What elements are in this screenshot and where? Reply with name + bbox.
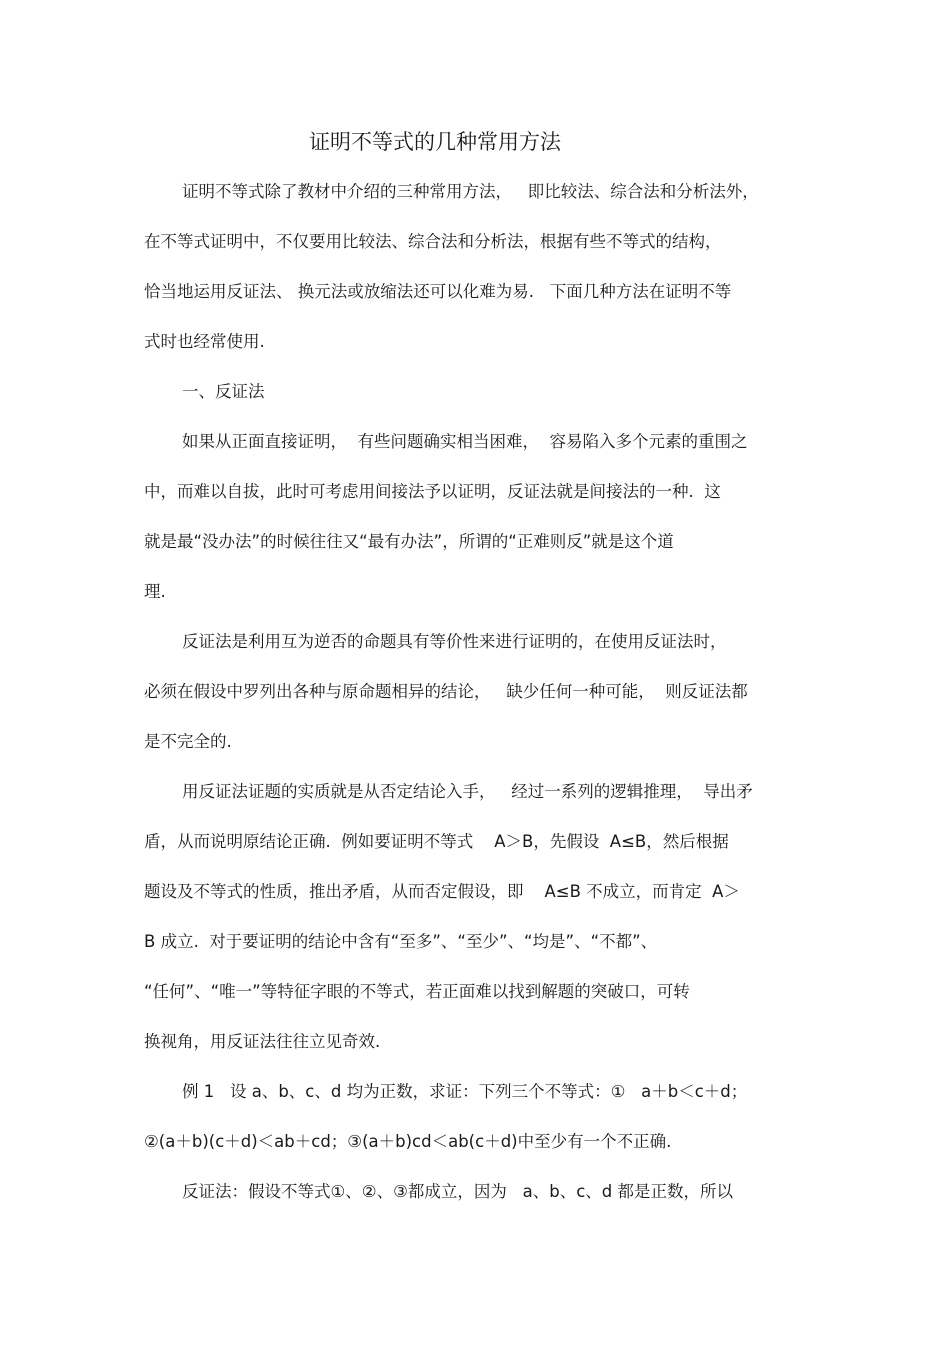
paragraph-line: 反证法是利用互为逆否的命题具有等价性来进行证明的，在使用反证法时， bbox=[182, 632, 727, 651]
paragraph-line: B 成立. 对于要证明的结论中含有“至多”、“至少”、“均是”、“不都”、 bbox=[144, 932, 658, 951]
paragraph-line: 反证法：假设不等式①、②、③都成立，因为 a、b、c、d 都是正数，所以 bbox=[182, 1182, 733, 1201]
paragraph-line: 如果从正面直接证明， 有些问题确实相当困难， 容易陷入多个元素的重围之 bbox=[182, 432, 748, 451]
paragraph-line: 证明不等式除了教材中介绍的三种常用方法， 即比较法、综合法和分析法外， bbox=[182, 182, 759, 201]
paragraph-line: 恰当地运用反证法、 换元法或放缩法还可以化难为易. 下面几种方法在证明不等 bbox=[144, 282, 732, 301]
paragraph-line: 中，而难以自拔，此时可考虑用间接法予以证明，反证法就是间接法的一种. 这 bbox=[144, 482, 721, 501]
section-heading: 一、反证法 bbox=[182, 382, 265, 401]
paragraph-line: 换视角，用反证法往往立见奇效. bbox=[144, 1032, 381, 1051]
paragraph-line: 式时也经常使用. bbox=[144, 332, 265, 351]
paragraph-line: 在不等式证明中，不仅要用比较法、综合法和分析法，根据有些不等式的结构， bbox=[144, 232, 722, 251]
paragraph-line: 必须在假设中罗列出各种与原命题相异的结论， 缺少任何一种可能， 则反证法都 bbox=[144, 682, 748, 701]
example-line: 例 1 设 a、b、c、d 均为正数，求证：下列三个不等式：① a＋b＜c＋d； bbox=[182, 1082, 748, 1101]
paragraph-line: 用反证法证题的实质就是从否定结论入手， 经过一系列的逻辑推理， 导出矛 bbox=[182, 782, 753, 801]
paragraph-line: 题设及不等式的性质，推出矛盾，从而否定假设，即 A≤B 不成立，而肯定 A＞ bbox=[144, 882, 740, 901]
paragraph-line: 是不完全的. bbox=[144, 732, 232, 751]
paragraph-line: “任何”、“唯一”等特征字眼的不等式，若正面难以找到解题的突破口，可转 bbox=[144, 982, 690, 1001]
paragraph-line: 理. bbox=[144, 582, 166, 601]
example-line: ②(a＋b)(c＋d)＜ab＋cd；③(a＋b)cd＜ab(c＋d)中至少有一个不正确. bbox=[144, 1132, 672, 1151]
paragraph-line: 就是最“没办法”的时候往往又“最有办法”，所谓的“正难则反”就是这个道 bbox=[144, 532, 674, 551]
document-title: 证明不等式的几种常用方法 bbox=[309, 130, 561, 154]
paragraph-line: 盾，从而说明原结论正确. 例如要证明不等式 A＞B，先假设 A≤B，然后根据 bbox=[144, 832, 729, 851]
